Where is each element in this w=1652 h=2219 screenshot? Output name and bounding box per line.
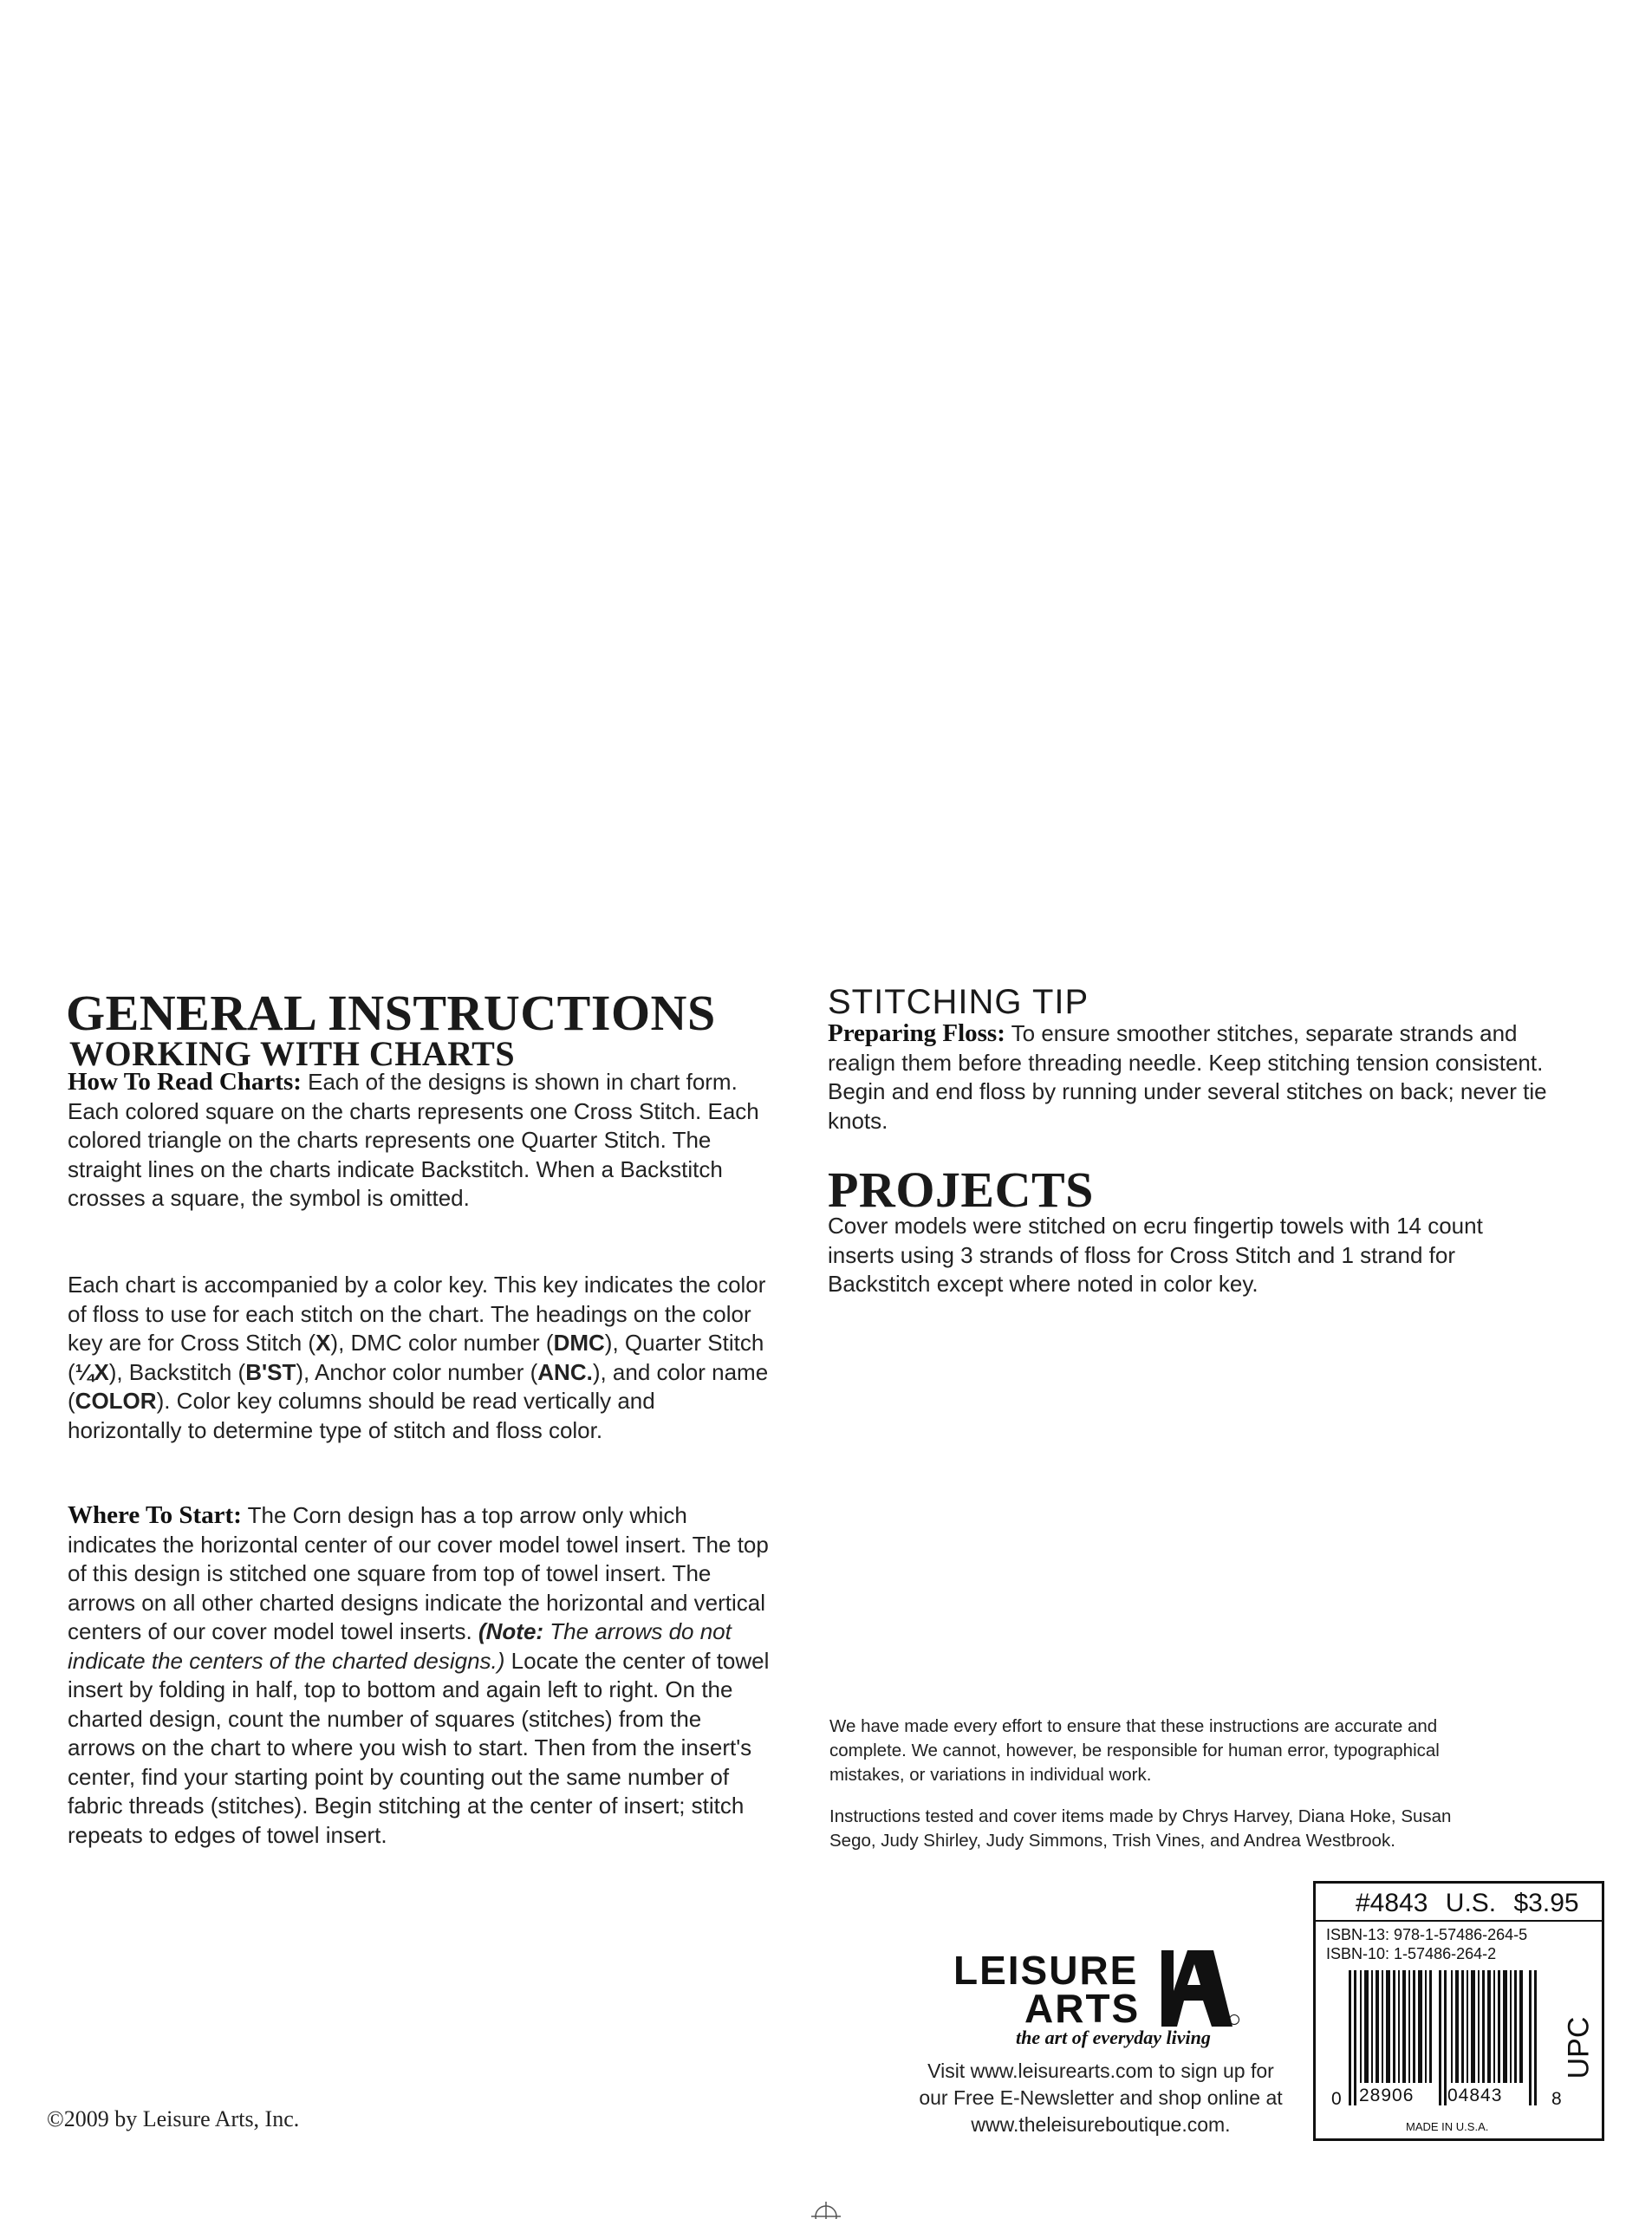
price-row xyxy=(1356,1890,1579,1916)
color-key-text-7: ). Color key columns should be read vertically and horizontally to determine type of stitch and floss color. xyxy=(68,1388,655,1443)
color-key-text-3: ), Quarter Stitch ( xyxy=(68,1330,764,1385)
projects-text: Cover models were stitched on ecru fingertip towels with 14 count inserts using 3 strands of floss for Cross Stitch and 1 strand for Backstitch except where noted in color key. xyxy=(828,1213,1483,1297)
logo-word-leisure: LEISURE xyxy=(953,1948,1139,1993)
barcode-digit-left: 0 xyxy=(1331,2089,1342,2109)
visit-line-3: www.theleisureboutique.com. xyxy=(971,2113,1231,2136)
projects-paragraph xyxy=(828,1212,1504,1299)
logo-tagline: the art of everyday living xyxy=(1016,2027,1211,2048)
color-key-bold-anc: ANC. xyxy=(537,1358,593,1385)
credits-paragraph xyxy=(829,1805,1488,1853)
color-key-text-1: Each chart is accompanied by a color key. This key indicates the color of floss to use for each stitch on the chart. The headings on the color key are for Cross Stitch ( xyxy=(68,1272,766,1356)
visit-info xyxy=(901,2058,1300,2138)
color-key-text-5: ), Anchor color number ( xyxy=(296,1358,538,1385)
registration-mark-icon xyxy=(811,2202,841,2219)
item-number: #4843 xyxy=(1356,1889,1428,1917)
preparing-floss-lead: Preparing Floss: xyxy=(828,1019,1005,1047)
color-key-bold-color: COLOR xyxy=(75,1388,157,1414)
page-title: GENERAL INSTRUCTIONS xyxy=(66,985,716,1041)
made-in-usa: MADE IN U.S.A. xyxy=(1406,2120,1489,2133)
price-value: $3.95 xyxy=(1513,1889,1579,1917)
where-to-start-paragraph xyxy=(68,1501,770,1850)
disclaimer-paragraph xyxy=(829,1715,1488,1787)
section-heading-stitching-tip: STITCHING TIP xyxy=(828,983,1089,1021)
upc-label: UPC xyxy=(1562,2016,1596,2079)
price-divider xyxy=(1316,1920,1602,1922)
visit-line-1: Visit www.leisurearts.com to sign up for xyxy=(927,2060,1274,2082)
how-to-read-text: Each of the designs is shown in chart form. Each colored square on the charts represents one Cross Stitch. Each colored triangle on the charts represents one Quarter Stitch. The straight lines on the charts indicate Backstitch. When a Backstitch crosses a square, the symbol is omitted. xyxy=(68,1069,759,1211)
where-to-start-text-2: Locate the center of towel insert by folding in half, top to bottom and again left to right. On the charted design, count the number of squares (stitches) from the arrows on the chart to where you wish to start. Then from the insert's center, find your starting point by counting out the same number of fabric threads (stitches). Begin stitching at the center of insert; stitch repeats to edges of towel insert. xyxy=(68,1647,770,1848)
color-key-paragraph xyxy=(68,1271,770,1445)
color-key-bold-x: X xyxy=(315,1330,331,1356)
color-key-text-6: ), and color name ( xyxy=(68,1358,769,1414)
where-to-start-lead: Where To Start: xyxy=(68,1501,242,1529)
logo-registered-mark xyxy=(1229,2014,1239,2025)
color-key-bold-quarter: ¼X xyxy=(75,1358,109,1385)
disclaimer-text: We have made every effort to ensure that these instructions are accurate and complete. We cannot, however, be responsible for human error, typographical mistakes, or variations in individual work. xyxy=(829,1716,1440,1785)
note-text: The arrows do not indicate the centers of the charted designs.) xyxy=(68,1618,732,1674)
price-currency: U.S. xyxy=(1445,1889,1497,1917)
how-to-read-lead: How To Read Charts: xyxy=(68,1068,302,1096)
barcode-digit-right: 8 xyxy=(1551,2089,1562,2109)
how-to-read-paragraph xyxy=(68,1068,770,1214)
section-heading-working-with-charts: WORKING WITH CHARTS xyxy=(69,1034,516,1073)
barcode-digits-group-2: 04843 xyxy=(1447,2086,1503,2105)
copyright-notice: ©2009 by Leisure Arts, Inc. xyxy=(47,2106,300,2131)
visit-line-2: our Free E-Newsletter and shop online at xyxy=(919,2086,1283,2109)
color-key-bold-dmc: DMC xyxy=(553,1330,605,1356)
barcode-digits-group-1: 28906 xyxy=(1359,2086,1415,2105)
logo-a-mark-icon xyxy=(1161,1950,1232,2028)
note-lead: (Note: xyxy=(478,1618,544,1644)
preparing-floss-text: To ensure smoother stitches, separate strands and realign them before threading needle. Keep stitching tension consistent. Begin and end floss by running under several stitches on back; never tie knots. xyxy=(828,1020,1547,1134)
stitching-tip-paragraph xyxy=(828,1019,1551,1136)
color-key-text-2: ), DMC color number ( xyxy=(330,1330,554,1356)
price-barcode-box xyxy=(1313,1881,1604,2141)
isbn-10: ISBN-10: 1-57486-264-2 xyxy=(1326,1945,1497,1962)
credits-text: Instructions tested and cover items made by Chrys Harvey, Diana Hoke, Susan Sego, Judy Shirley, Judy Simmons, Trish Vines, and Andrea Westbrook. xyxy=(829,1806,1452,1851)
isbn-13: ISBN-13: 978-1-57486-264-5 xyxy=(1326,1926,1528,1943)
section-heading-projects: PROJECTS xyxy=(828,1162,1094,1218)
color-key-bold-bst: B'ST xyxy=(245,1358,296,1385)
color-key-text-4: ), Backstitch ( xyxy=(108,1358,246,1385)
where-to-start-text-1: The Corn design has a top arrow only which indicates the horizontal center of our cover model towel insert. The top of this design is stitched one square from top of towel insert. The arrows on all other charted designs indicate the horizontal and vertical centers of our cover model towel inserts. xyxy=(68,1502,769,1644)
logo-word-arts: ARTS xyxy=(1024,1986,1141,2031)
